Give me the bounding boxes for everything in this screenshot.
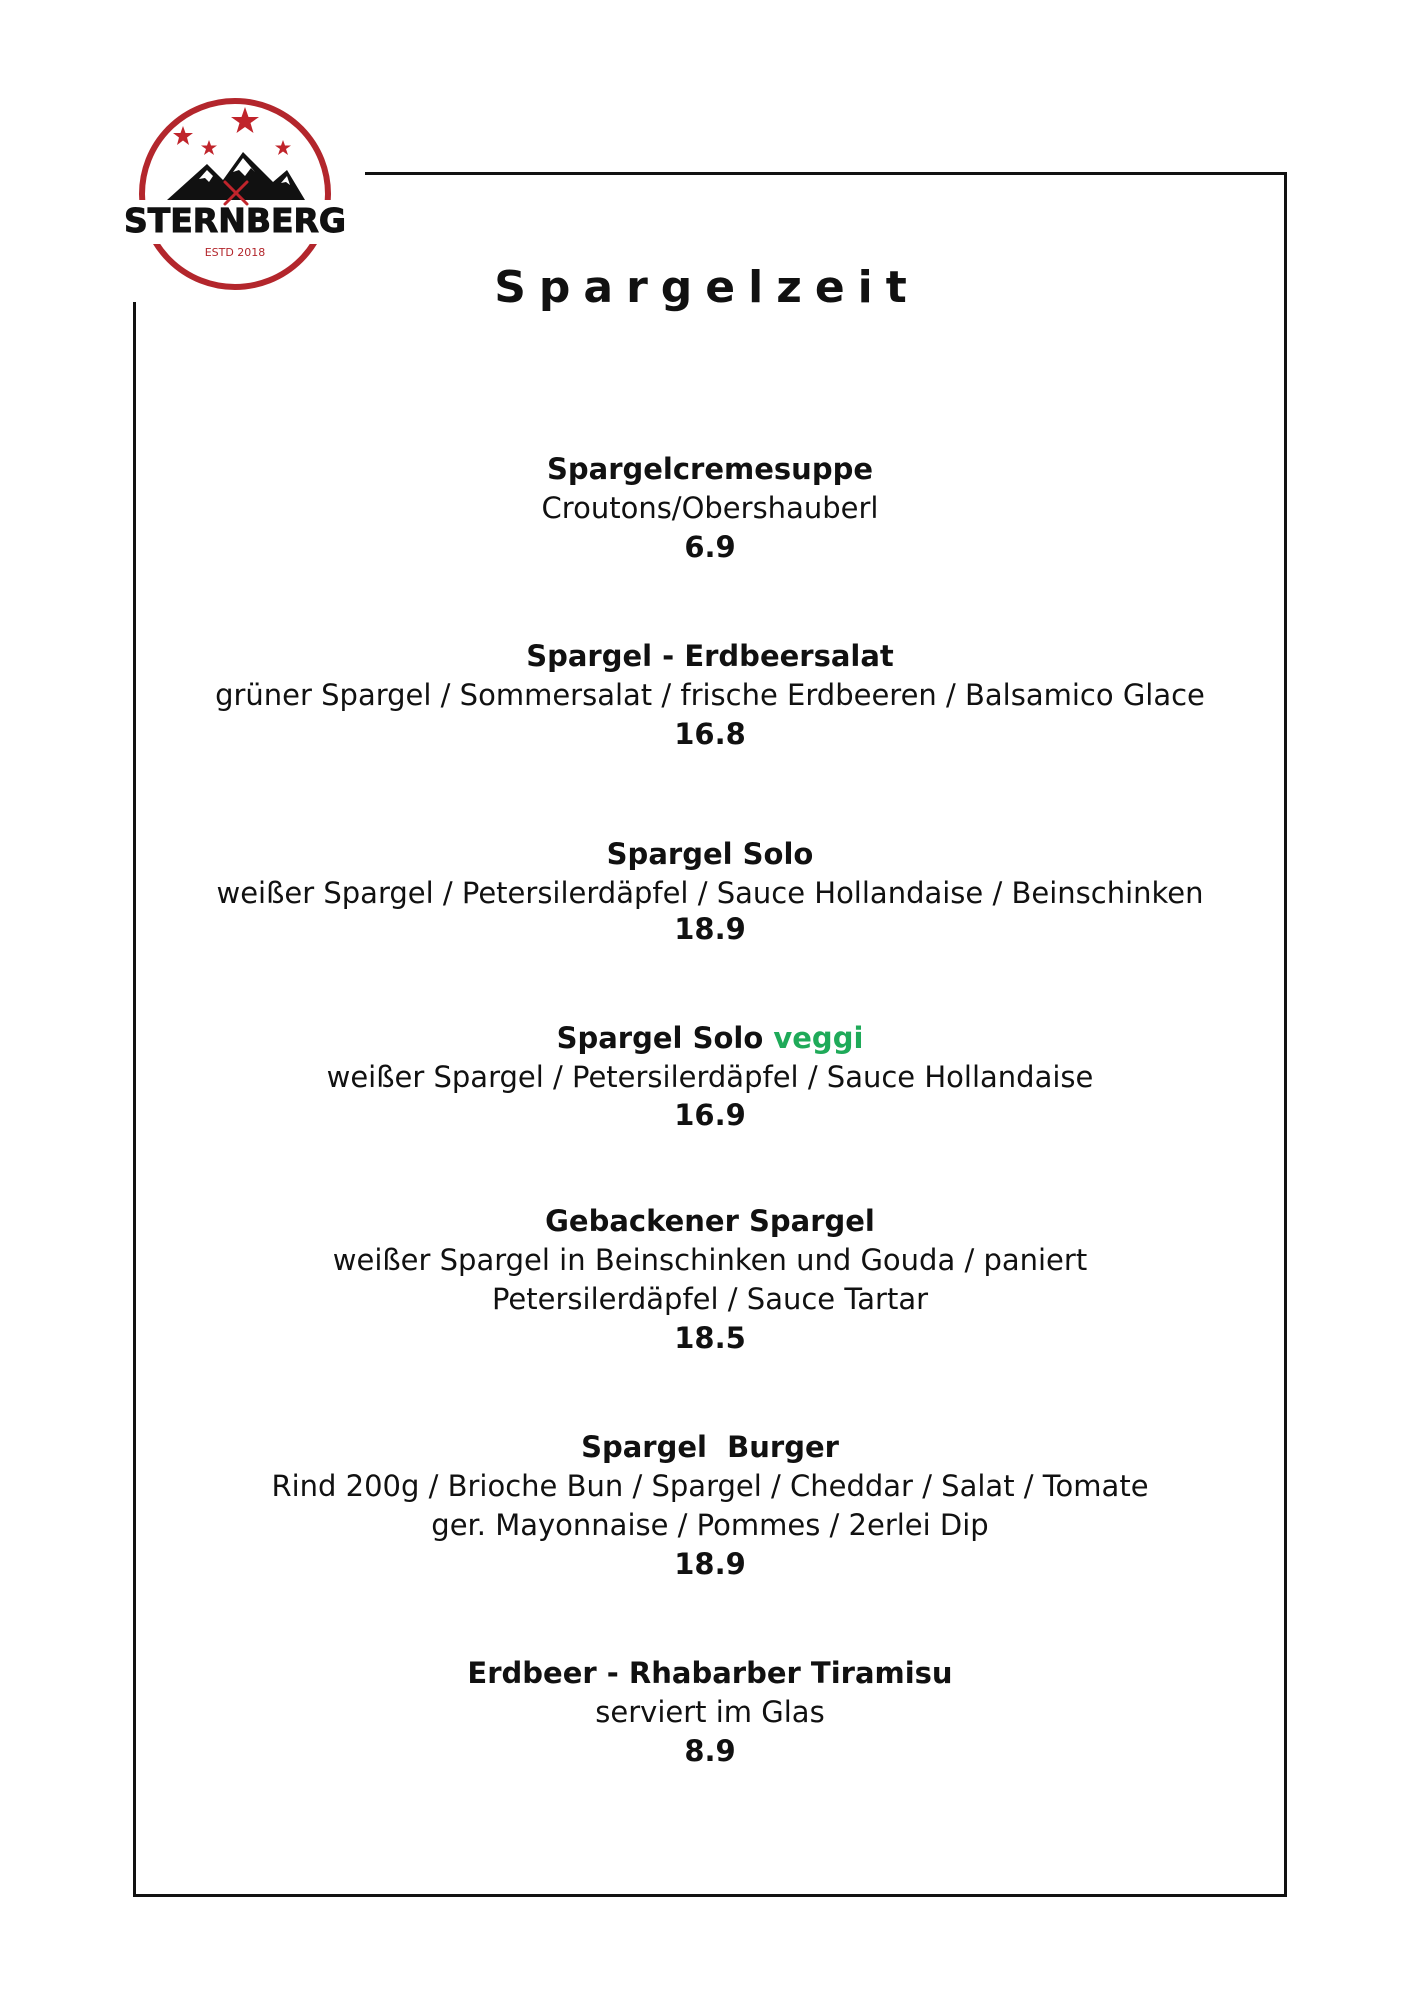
star-icon [201,140,217,155]
item-description: Rind 200g / Brioche Bun / Spargel / Cheddar / Salat / Tomate [271,1469,1149,1503]
item-name: Spargelcremesuppe [546,452,874,486]
item-name: Spargel Solo [606,837,814,871]
item-description: serviert im Glas [595,1695,825,1729]
menu-item [133,1428,1287,1584]
item-price: 18.5 [674,1321,746,1355]
item-price: 16.8 [674,717,746,751]
item-description: ger. Mayonnaise / Pommes / 2erlei Dip [431,1508,989,1542]
item-description: weißer Spargel / Petersilerdäpfel / Sauce Hollandaise [326,1060,1094,1094]
star-icon [231,107,259,133]
star-icon [275,140,291,155]
item-name: Erdbeer - Rhabarber Tiramisu [467,1656,953,1690]
menu-item [133,1202,1287,1358]
item-name: Spargel - Erdbeersalat [526,639,894,673]
menu-item [133,637,1287,754]
star-icon [173,126,193,145]
logo-established-text: ESTD 2018 [204,246,266,259]
item-name-text: Spargel Solo [556,1021,764,1055]
logo-brand-text: STERNBERG [123,201,347,240]
item-description: grüner Spargel / Sommersalat / frische Erdbeeren / Balsamico Glace [215,678,1205,712]
item-name: Spargel Burger [581,1430,839,1464]
item-description: Croutons/Obershauberl [541,491,879,525]
menu-item [133,450,1287,567]
item-price: 16.9 [674,1098,746,1132]
menu-item [133,1019,1287,1133]
item-price: 8.9 [684,1734,736,1768]
item-name: Gebackener Spargel [545,1204,875,1238]
page-title: Spargelzeit [494,262,920,313]
item-description: weißer Spargel / Petersilerdäpfel / Sauce Hollandaise / Beinschinken [216,876,1204,910]
item-price: 6.9 [684,530,736,564]
item-price: 18.9 [674,1547,746,1581]
menu-item [133,1654,1287,1771]
menu-item [133,835,1287,945]
item-price: 18.9 [674,912,746,946]
veggi-tag: veggi [773,1021,864,1055]
item-description: Petersilerdäpfel / Sauce Tartar [491,1282,929,1316]
item-description: weißer Spargel in Beinschinken und Gouda / paniert [332,1243,1088,1277]
item-name [133,1019,1287,1058]
